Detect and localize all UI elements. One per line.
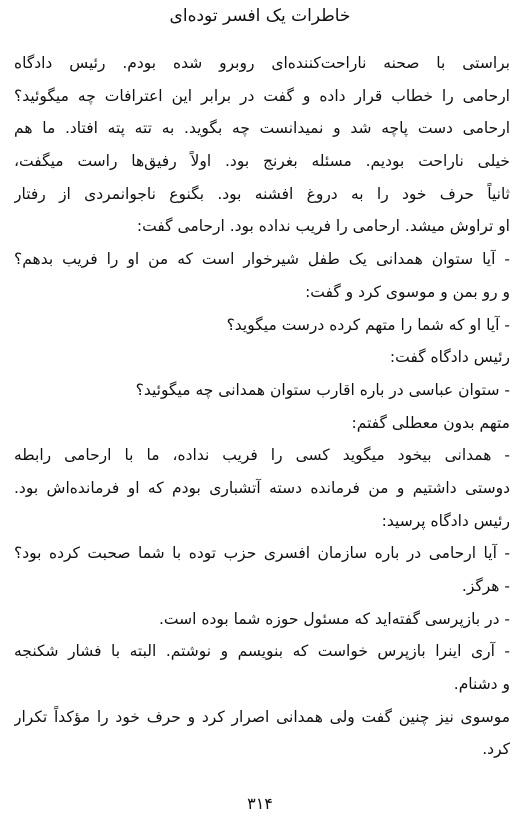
text-line: موسوی نیز چنین گفت ولی همدانی اصرار کرد و حرف خود را مؤکداً تکرار <box>14 707 510 726</box>
text-line: ارحامی دست پاچه شد و نمیدانست چه بگوید. به تته پته افتاد. ما هم <box>14 119 510 138</box>
text-line: ثانیاً حرف خود را به دروغ افشنه بود. بگنوع ناجوانمردی از رفتار <box>14 184 510 203</box>
text-line: - آیا او که شما را متهم کرده درست میگوید؟ <box>226 315 510 334</box>
text-line: - ستوان عباسی در باره اقارب ستوان همدانی چه میگوئید؟ <box>135 380 510 399</box>
page-title: خاطرات یک افسر توده‌ای <box>169 6 351 26</box>
text-line: دوستی داشتیم و من فرمانده دسته آتشباری بودم که او فرمانده‌اش بود. <box>14 478 510 497</box>
text-line: او تراوش میشد. ارحامی را فریب نداده بود. ارحامی گفت: <box>136 217 510 236</box>
text-line: - هرگز. <box>461 577 510 595</box>
text-line: خیلی ناراحت بودیم. مسئله بغرنج بود. اولاً رفیق‌ها راست میگفت، <box>14 152 510 171</box>
text-line: رئیس دادگاه پرسید: <box>381 511 510 530</box>
text-line: کرد. <box>482 740 510 759</box>
text-line: و رو بمن و موسوی کرد و گفت: <box>305 282 510 301</box>
text-line: و دشنام. <box>453 675 510 694</box>
text-line: - آیا ستوان همدانی یک طفل شیرخوار است که من او را فریب بدهم؟ <box>14 250 510 269</box>
text-line: ارحامی را خطاب قرار داده و گفت در برابر این اعترافات چه میگوئید؟ <box>14 86 510 105</box>
text-line: - در بازپرسی گفته‌اید که مسئول حوزه شما بوده است. <box>159 609 510 628</box>
text-line: متهم بدون معطلی گفتم: <box>351 413 510 432</box>
text-line: - همدانی بیخود میگوید کسی را فریب نداده، ما با ارحامی رابطه <box>14 446 510 465</box>
text-line: - آیا ارحامی در باره سازمان افسری حزب توده با شما صحبت کرده بود؟ <box>14 544 510 563</box>
page-number: ۳۱۴ <box>247 794 273 813</box>
page-body <box>14 47 510 766</box>
text-line: - آری اینرا بازپرس خواست که بنویسم و نوشتم. البته با فشار شکنجه <box>14 642 510 661</box>
text-line: رئیس دادگاه گفت: <box>389 348 510 367</box>
text-line: براستی با صحنه ناراحت‌کننده‌ای روبرو شده بودم. رئیس دادگاه <box>14 54 510 72</box>
